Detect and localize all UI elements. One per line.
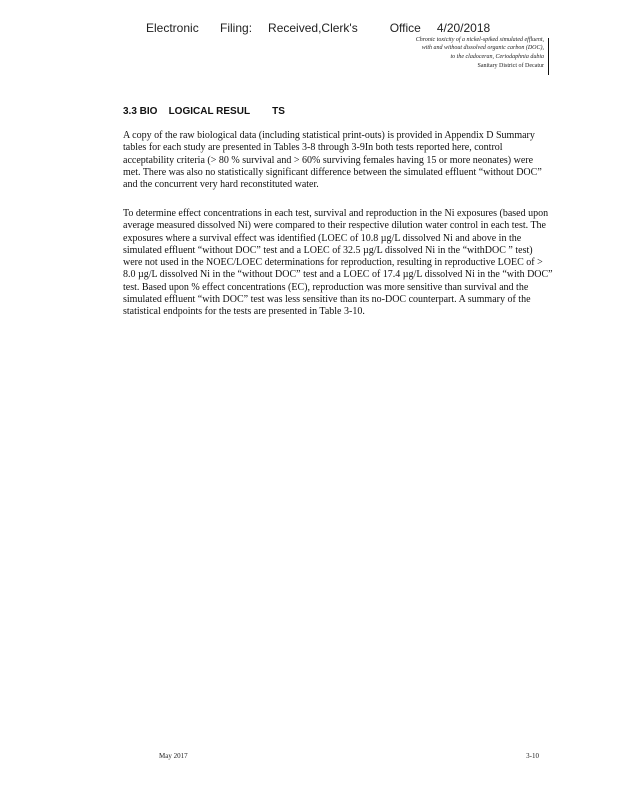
header-rule [548,38,549,75]
filing-stamp: Electronic Filing: Received,Clerk's Office 4/20/2018 [146,21,491,35]
footer-date: May 2017 [159,752,188,760]
running-head-line: with and without dissolved organic carbon (DOC), [421,45,544,52]
organization-name: Sanitary District of Decatur [477,63,544,70]
running-head-line: to the cladoceran, Ceriodaphnia dubia [450,53,544,60]
body-paragraph: A copy of the raw biological data (including statistical print-outs) is provided in Appendix D Summary tables for each study are presented in Tables 3-8 through 3-9In both tests reported here, control acceptability criteria (> 80 % survival and > 60% surviving females having 15 or more neonates) were met. There was also no statistically significant difference between the simulated effluent “without DOC” and the concurrent very hard reconstituted water. [123,130,542,191]
running-head-line: Chronic toxicity of a nickel-spiked simulated effluent, [415,37,544,43]
body-paragraph: To determine effect concentrations in each test, survival and reproduction in the Ni exposures (based upon average measured dissolved Ni) were compared to their respective dilution water control in each test. The exposures where a survival effect was identified (LOEC of 10.8 µg/L dissolved Ni and above in the simulated effluent “without DOC” test and a LOEC of 32.5 µg/L dissolved Ni in the “withDOC ” test) were not used in the NOEC/LOEC determinations for reproduction, resulting in reproductive LOEC of > 8.0 µg/L dissolved Ni in the “without DOC” test and a LOEC of 17.4 µg/L dissolved Ni in the “with DOC” test. Based upon % effect concentrations (EC), reproduction was more sensitive than survival and the simulated effluent “with DOC” test was less sensitive than its no-DOC counterpart. A summary of the statistical endpoints for the tests are presented in Table 3-10. [123,208,553,318]
page-number: 3-10 [526,752,539,760]
running-head [344,36,544,71]
section-heading: 3.3 BIO LOGICAL RESUL TS [123,106,285,117]
